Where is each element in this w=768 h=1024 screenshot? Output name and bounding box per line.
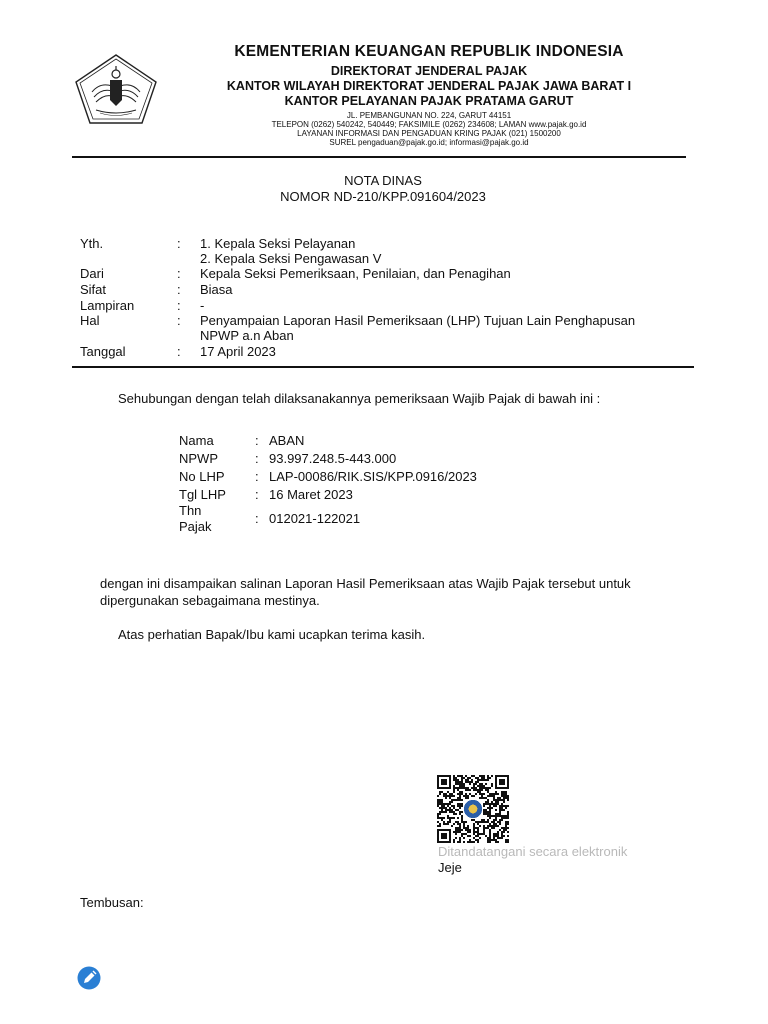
field-label: Yth. <box>80 236 104 251</box>
field-separator: : <box>177 298 181 313</box>
field-separator: : <box>177 266 181 281</box>
office-email: SUREL pengaduan@pajak.go.id; informasi@pajak.go.id <box>329 138 529 147</box>
tax-office-title: KANTOR PELAYANAN PAJAK PRATAMA GARUT <box>284 94 574 108</box>
ministry-of-finance-emblem-icon <box>72 52 160 126</box>
detail-value: 16 Maret 2023 <box>269 487 353 502</box>
ministry-title: KEMENTERIAN KEUANGAN REPUBLIK INDONESIA <box>234 43 624 60</box>
field-label: Hal <box>80 313 100 328</box>
field-label: Lampiran <box>80 298 135 313</box>
body-paragraph-line1: dengan ini disampaikan salinan Laporan Hasil Pemeriksaan atas Wajib Pajak tersebut untuk <box>100 576 631 591</box>
detail-separator: : <box>255 469 259 484</box>
field-separator: : <box>177 282 181 297</box>
field-value: - <box>200 298 205 313</box>
detail-separator: : <box>255 433 259 448</box>
field-value: Kepala Seksi Pemeriksaan, Penilaian, dan Penagihan <box>200 266 511 281</box>
signer-name: Jeje <box>438 860 462 875</box>
tembusan-label: Tembusan: <box>80 895 144 910</box>
detail-separator: : <box>255 511 259 526</box>
document-number: NOMOR ND-210/KPP.091604/2023 <box>280 189 486 204</box>
document-type: NOTA DINAS <box>344 173 422 188</box>
qr-code-icon <box>437 775 509 843</box>
body-paragraph-line2: dipergunakan sebagaimana mestinya. <box>100 593 320 608</box>
field-label: Dari <box>80 266 104 281</box>
detail-value: LAP-00086/RIK.SIS/KPP.0916/2023 <box>269 469 477 484</box>
letterhead-divider <box>72 156 686 158</box>
field-separator: : <box>177 344 181 359</box>
detail-label: NPWP <box>179 451 218 466</box>
field-label: Tanggal <box>80 344 126 359</box>
detail-label: Thn <box>179 503 202 518</box>
detail-value: 93.997.248.5-443.000 <box>269 451 397 466</box>
e-signed-note: Ditandatangani secara elektronik <box>438 844 628 859</box>
directorate-title: DIREKTORAT JENDERAL PAJAK <box>330 64 528 78</box>
detail-value: ABAN <box>269 433 305 448</box>
detail-label: No LHP <box>179 469 225 484</box>
field-separator: : <box>177 313 181 328</box>
field-value: 17 April 2023 <box>200 344 276 359</box>
detail-label: Pajak <box>179 519 212 534</box>
field-value: Penyampaian Laporan Hasil Pemeriksaan (LHP) Tujuan Lain Penghapusan <box>200 313 636 328</box>
header-divider <box>72 366 694 368</box>
office-info-line: LAYANAN INFORMASI DAN PENGADUAN KRING PAJAK (021) 1500200 <box>297 129 561 138</box>
edit-pen-icon[interactable] <box>77 966 101 990</box>
office-address: JL. PEMBANGUNAN NO. 224, GARUT 44151 <box>346 111 512 120</box>
detail-label: Tgl LHP <box>179 487 226 502</box>
detail-separator: : <box>255 451 259 466</box>
field-label: Sifat <box>80 282 107 297</box>
closing-paragraph: Atas perhatian Bapak/Ibu kami ucapkan terima kasih. <box>118 627 426 642</box>
field-value: 1. Kepala Seksi Pelayanan <box>200 236 356 251</box>
office-phone: TELEPON (0262) 540242, 540449; FAKSIMILE (0262) 234608; LAMAN www.pajak.go.id <box>271 120 587 129</box>
field-separator: : <box>177 236 181 251</box>
field-value: Biasa <box>200 282 233 297</box>
regional-office-title: KANTOR WILAYAH DIREKTORAT JENDERAL PAJAK JAWA BARAT I <box>226 79 632 93</box>
intro-paragraph: Sehubungan dengan telah dilaksanakannya pemeriksaan Wajib Pajak di bawah ini : <box>118 391 601 406</box>
detail-value: 012021-122021 <box>269 511 361 526</box>
field-value: 2. Kepala Seksi Pengawasan V <box>200 251 382 266</box>
field-value: NPWP a.n Aban <box>200 328 294 343</box>
detail-label: Nama <box>179 433 214 448</box>
detail-separator: : <box>255 487 259 502</box>
